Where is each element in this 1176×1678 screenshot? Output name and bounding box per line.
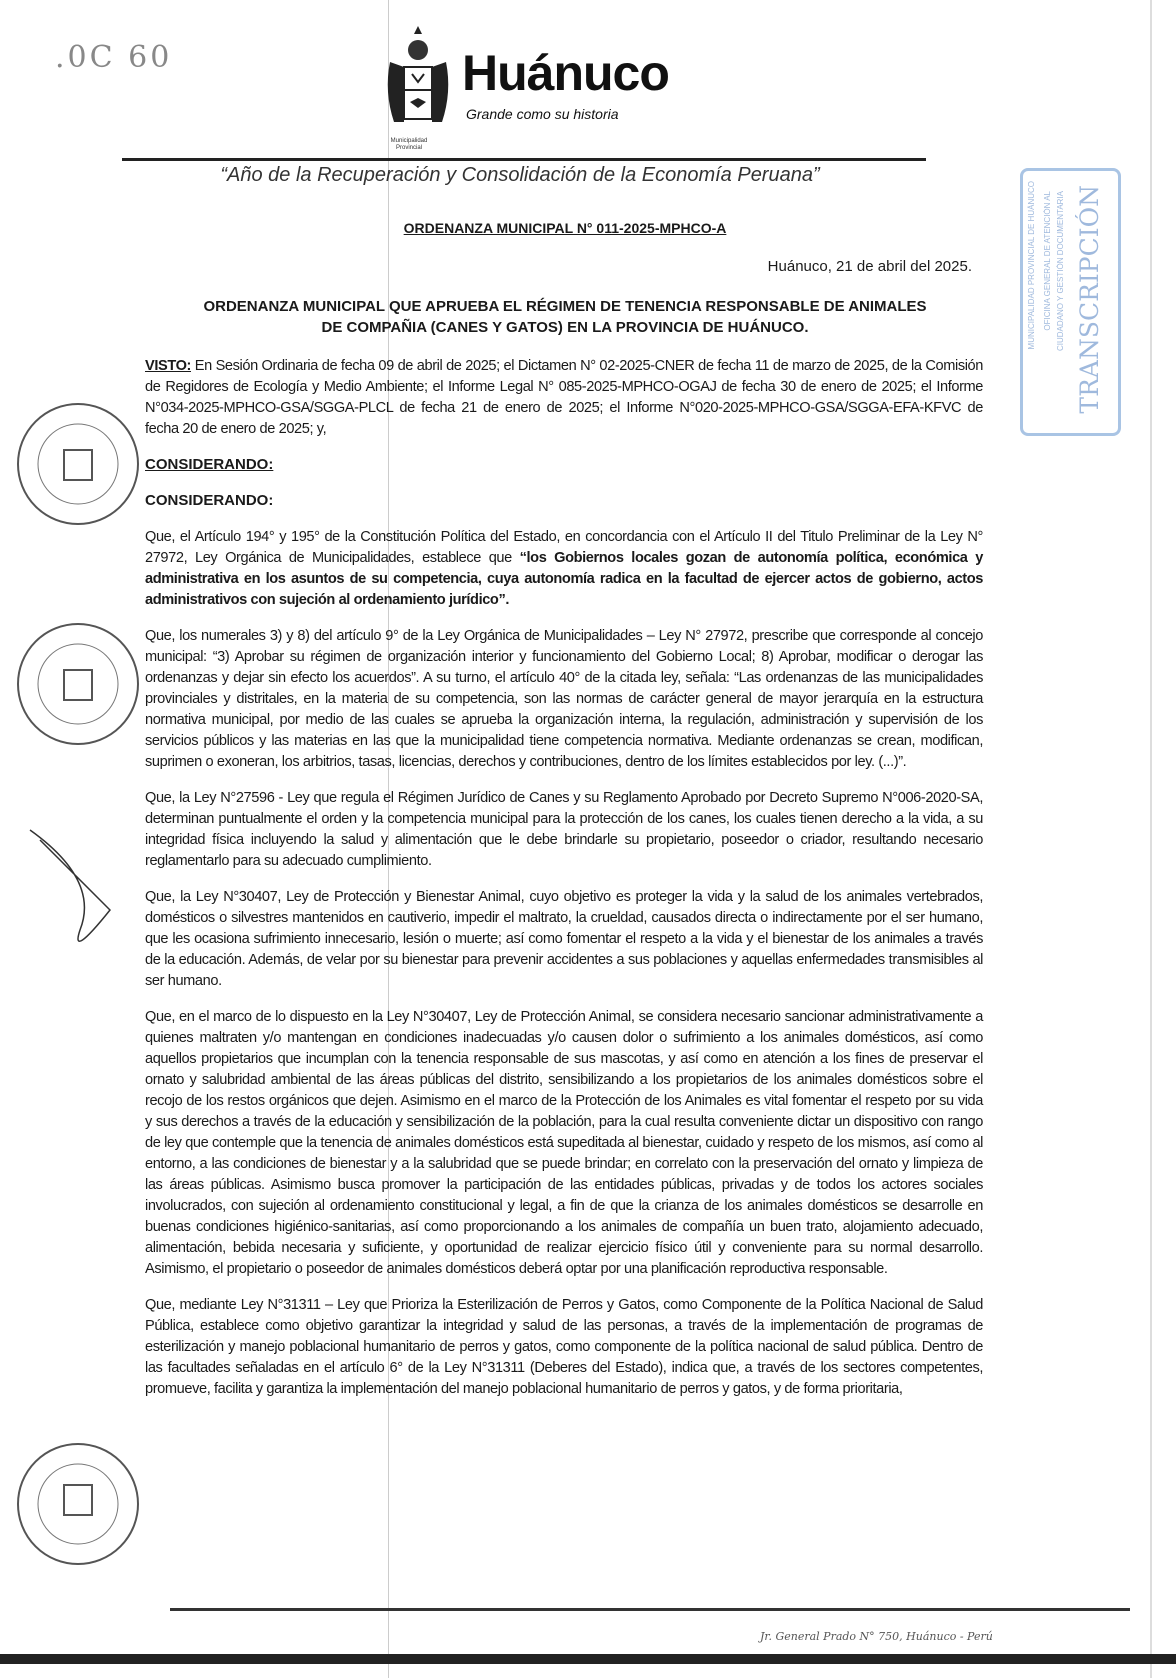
visto-paragraph — [145, 356, 983, 440]
logo-caption: Municipalidad Provincial — [390, 138, 428, 151]
scan-bottom-edge — [0, 1654, 1176, 1664]
heading-line: DE COMPAÑIA (CANES Y GATOS) EN LA PROVINCIA DE HUÁNUCO. — [321, 319, 809, 336]
paragraph-6: Que, mediante Ley N°31311 – Ley que Prioriza la Esterilización de Perros y Gatos, como Componente de la Política Nacional de Salud Pública, establece como objetivo garantizar la integridad y salud de las personas, a través de la implementación de programas de esterilización y manejo poblacional humanitario de perros y gatos, como componente de la política nacional de salud pública. Dentro de las facultades señaladas en el artículo 6° de la Ley N°31311 (Deberes del Estado), indica que, a través de los sectores competentes, promueve, facilita y garantiza la implementación del manejo poblacional humanitario de perros y gatos, y de forma prioritaria, — [145, 1297, 983, 1397]
header-rule — [122, 158, 926, 161]
paragraph-text: Que, el Artículo 194° y 195° de la Constitución Política del Estado, en concordancia con el Artículo II del Titulo Preliminar de la Ley N° 27972, Ley Orgánica de Municipalidades, establece que — [145, 529, 983, 566]
considerando-heading: CONSIDERANDO: — [145, 492, 274, 509]
considerando-heading: CONSIDERANDO: — [145, 456, 274, 473]
heading-line: ORDENANZA MUNICIPAL QUE APRUEBA EL RÉGIMEN DE TENENCIA RESPONSABLE DE ANIMALES — [203, 298, 927, 315]
municipal-seal-1 — [14, 400, 142, 528]
brand-name: Huánuco — [462, 45, 669, 101]
brand-tagline: Grande como su historia — [466, 106, 619, 122]
visto-text: En Sesión Ordinaria de fecha 09 de abril de 2025; el Dictamen N° 02-2025-CNER de fecha 11 de marzo de 2025, de la Comisión de Regidores de Ecología y Medio Ambiente; el Informe Legal N° 085-2025-MPHCO-OGAJ de fecha 30 de enero de 2025; el Informe N°034-2025-MPHCO-GSA/SGGA-PLCL de fecha 21 de enero de 2025; el Informe N°020-2025-MPHCO-GSA/SGGA-EFA-KFVC de fecha 20 de enero de 2025; y, — [145, 358, 983, 437]
document-date: Huánuco, 21 de abril del 2025. — [767, 258, 972, 275]
stamp-line: OFICINA GENERAL DE ATENCIÓN AL — [1043, 191, 1052, 331]
stamp-title: TRANSCRIPCIÓN — [1075, 185, 1104, 414]
mayor-seal — [14, 1440, 142, 1568]
municipal-seal-2 — [14, 620, 142, 748]
ordinance-number: ORDENANZA MUNICIPAL N° 011-2025-MPHCO-A — [403, 220, 727, 236]
footer-address: Jr. General Prado N° 750, Huánuco - Perú — [760, 1630, 993, 1643]
footer-rule — [170, 1608, 1130, 1611]
stamp-line: CIUDADANO Y GESTIÓN DOCUMENTARIA — [1056, 191, 1065, 352]
paragraph-4: Que, la Ley N°30407, Ley de Protección y Bienestar Animal, cuyo objetivo es proteger la vida y la salud de los animales vertebrados, domésticos o silvestres mantenidos en cautiverio, impedir el maltrato, la crueldad, causados directa o indirectamente por el ser humano, que les ocasiona sufrimiento innecesario, lesión o muerte; así como fomentar el respeto a la vida y el bienestar de los animales a través de la educación. Además, de velar por su bienestar para prevenir accidentes a sus poblaciones y aquellas enfermedades transmisibles al ser humano. — [145, 889, 983, 989]
paragraph-bold-quote: “los Gobiernos locales gozan de autonomía política, económica y administrativa en los asuntos de su competencia, cuya autonomía radica en la facultad de ejercer actos de gobierno, actos administrativos con sujeción al ordenamiento jurídico”. — [145, 550, 983, 608]
paragraph-3: Que, la Ley N°27596 - Ley que regula el Régimen Jurídico de Canes y su Reglamento Aprobado por Decreto Supremo N°006-2020-SA, determinan puntualmente el orden y la competencia municipal para la protección de los canes, los cuales tienen derecho a la vida, a su integridad física incluyendo la salud y alimentación que le debe brindarle su propietario, poseedor o criador, resultando necesario reglamentarlo para su adecuado cumplimiento. — [145, 790, 983, 869]
page-footer — [145, 1594, 993, 1678]
paragraph-5: Que, en el marco de lo dispuesto en la Ley N°30407, Ley de Protección Animal, se considera necesario sancionar administrativamente a quienes maltraten y/o mantengan en condiciones inadecuadas y/o causen dolor o sufrimiento a los animales domésticos, así como aquellos propietarios que incumplan con la tenencia responsable de sus mascotas, y así como en atención a los fines de preservar el ornato y salubridad ambiental de las áreas públicas del distrito, sensibilizando a los propietarios de los animales domésticos sobre el recojo de los restos orgánicos que dejen. Asimismo en el marco de la Protección de los Animales es vital fomentar el respeto por su vida y sus derechos a través de la educación y sensibilización de la población, para la cual resulta conveniente dictar un dispositivo con rango de ley que contemple que la tenencia de animales domésticos está supeditada al bienestar, cuidado y respeto de los mismos, así como al entorno, a las condiciones de bienestar y a la salubridad que se puede brindar; en correlato con la preservación del ornato y limpieza de las áreas públicas. Asimismo busca promover la participación de las entidades públicas, privadas y de todos los actores sociales involucrados, con sujeción al ordenamiento constitucional y legal, a fin de que la crianza de los animales domésticos se desarrolle en buenas condiciones higiénico-sanitarias, así como proporcionando a los animales de compañía un buen trato, alojamiento adecuado, alimentación, bebida necesaria y suficiente, y oportunidad de realizar ejercicio físico útil y conveniente para su normal desarrollo. Asimismo, el propietario o poseedor de animales domésticos deberá optar por una planificación reproductiva responsable. — [145, 1009, 983, 1277]
paragraph-2: Que, los numerales 3) y 8) del artículo 9° de la Ley Orgánica de Municipalidades – Ley N° 27972, prescribe que corresponde al concejo municipal: “3) Aprobar su régimen de organización interior y funcionamiento del Gobierno Local; 8) Aprobar, modificar o derogar las ordenanzas y dejar sin efecto los acuerdos”. A su turno, el artículo 40° de la citada ley, señala: “Las ordenanzas de las municipalidades provinciales y distritales, en la materia de su competencia, son las normas de carácter general de mayor jerarquía en la estructura normativa municipal, por medio de las cuales se aprueba la organización interna, la regulación, administración y supervisión de los servicios públicos y las materias en las que la municipalidad tiene competencia normativa. Mediante ordenanzas se crean, modifican, suprimen o exoneran, los arbitrios, tasas, licencias, derechos y contribuciones, dentro de los límites establecidos por ley. (...)”. — [145, 628, 983, 770]
document-body — [145, 356, 993, 1678]
visto-label: VISTO: — [145, 358, 191, 374]
page-edge — [1150, 0, 1152, 1678]
ordinance-heading — [145, 296, 985, 338]
handwritten-signature — [20, 820, 130, 970]
transcription-stamp — [1020, 168, 1121, 436]
handwritten-note: .0C 60 — [55, 40, 173, 75]
year-motto: “Año de la Recuperación y Consolidación de la Economía Peruana” — [220, 164, 820, 186]
coat-of-arms-logo — [382, 22, 454, 134]
stamp-line: MUNICIPALIDAD PROVINCIAL DE HUÁNUCO — [1027, 181, 1036, 350]
paragraph-1 — [145, 527, 983, 611]
